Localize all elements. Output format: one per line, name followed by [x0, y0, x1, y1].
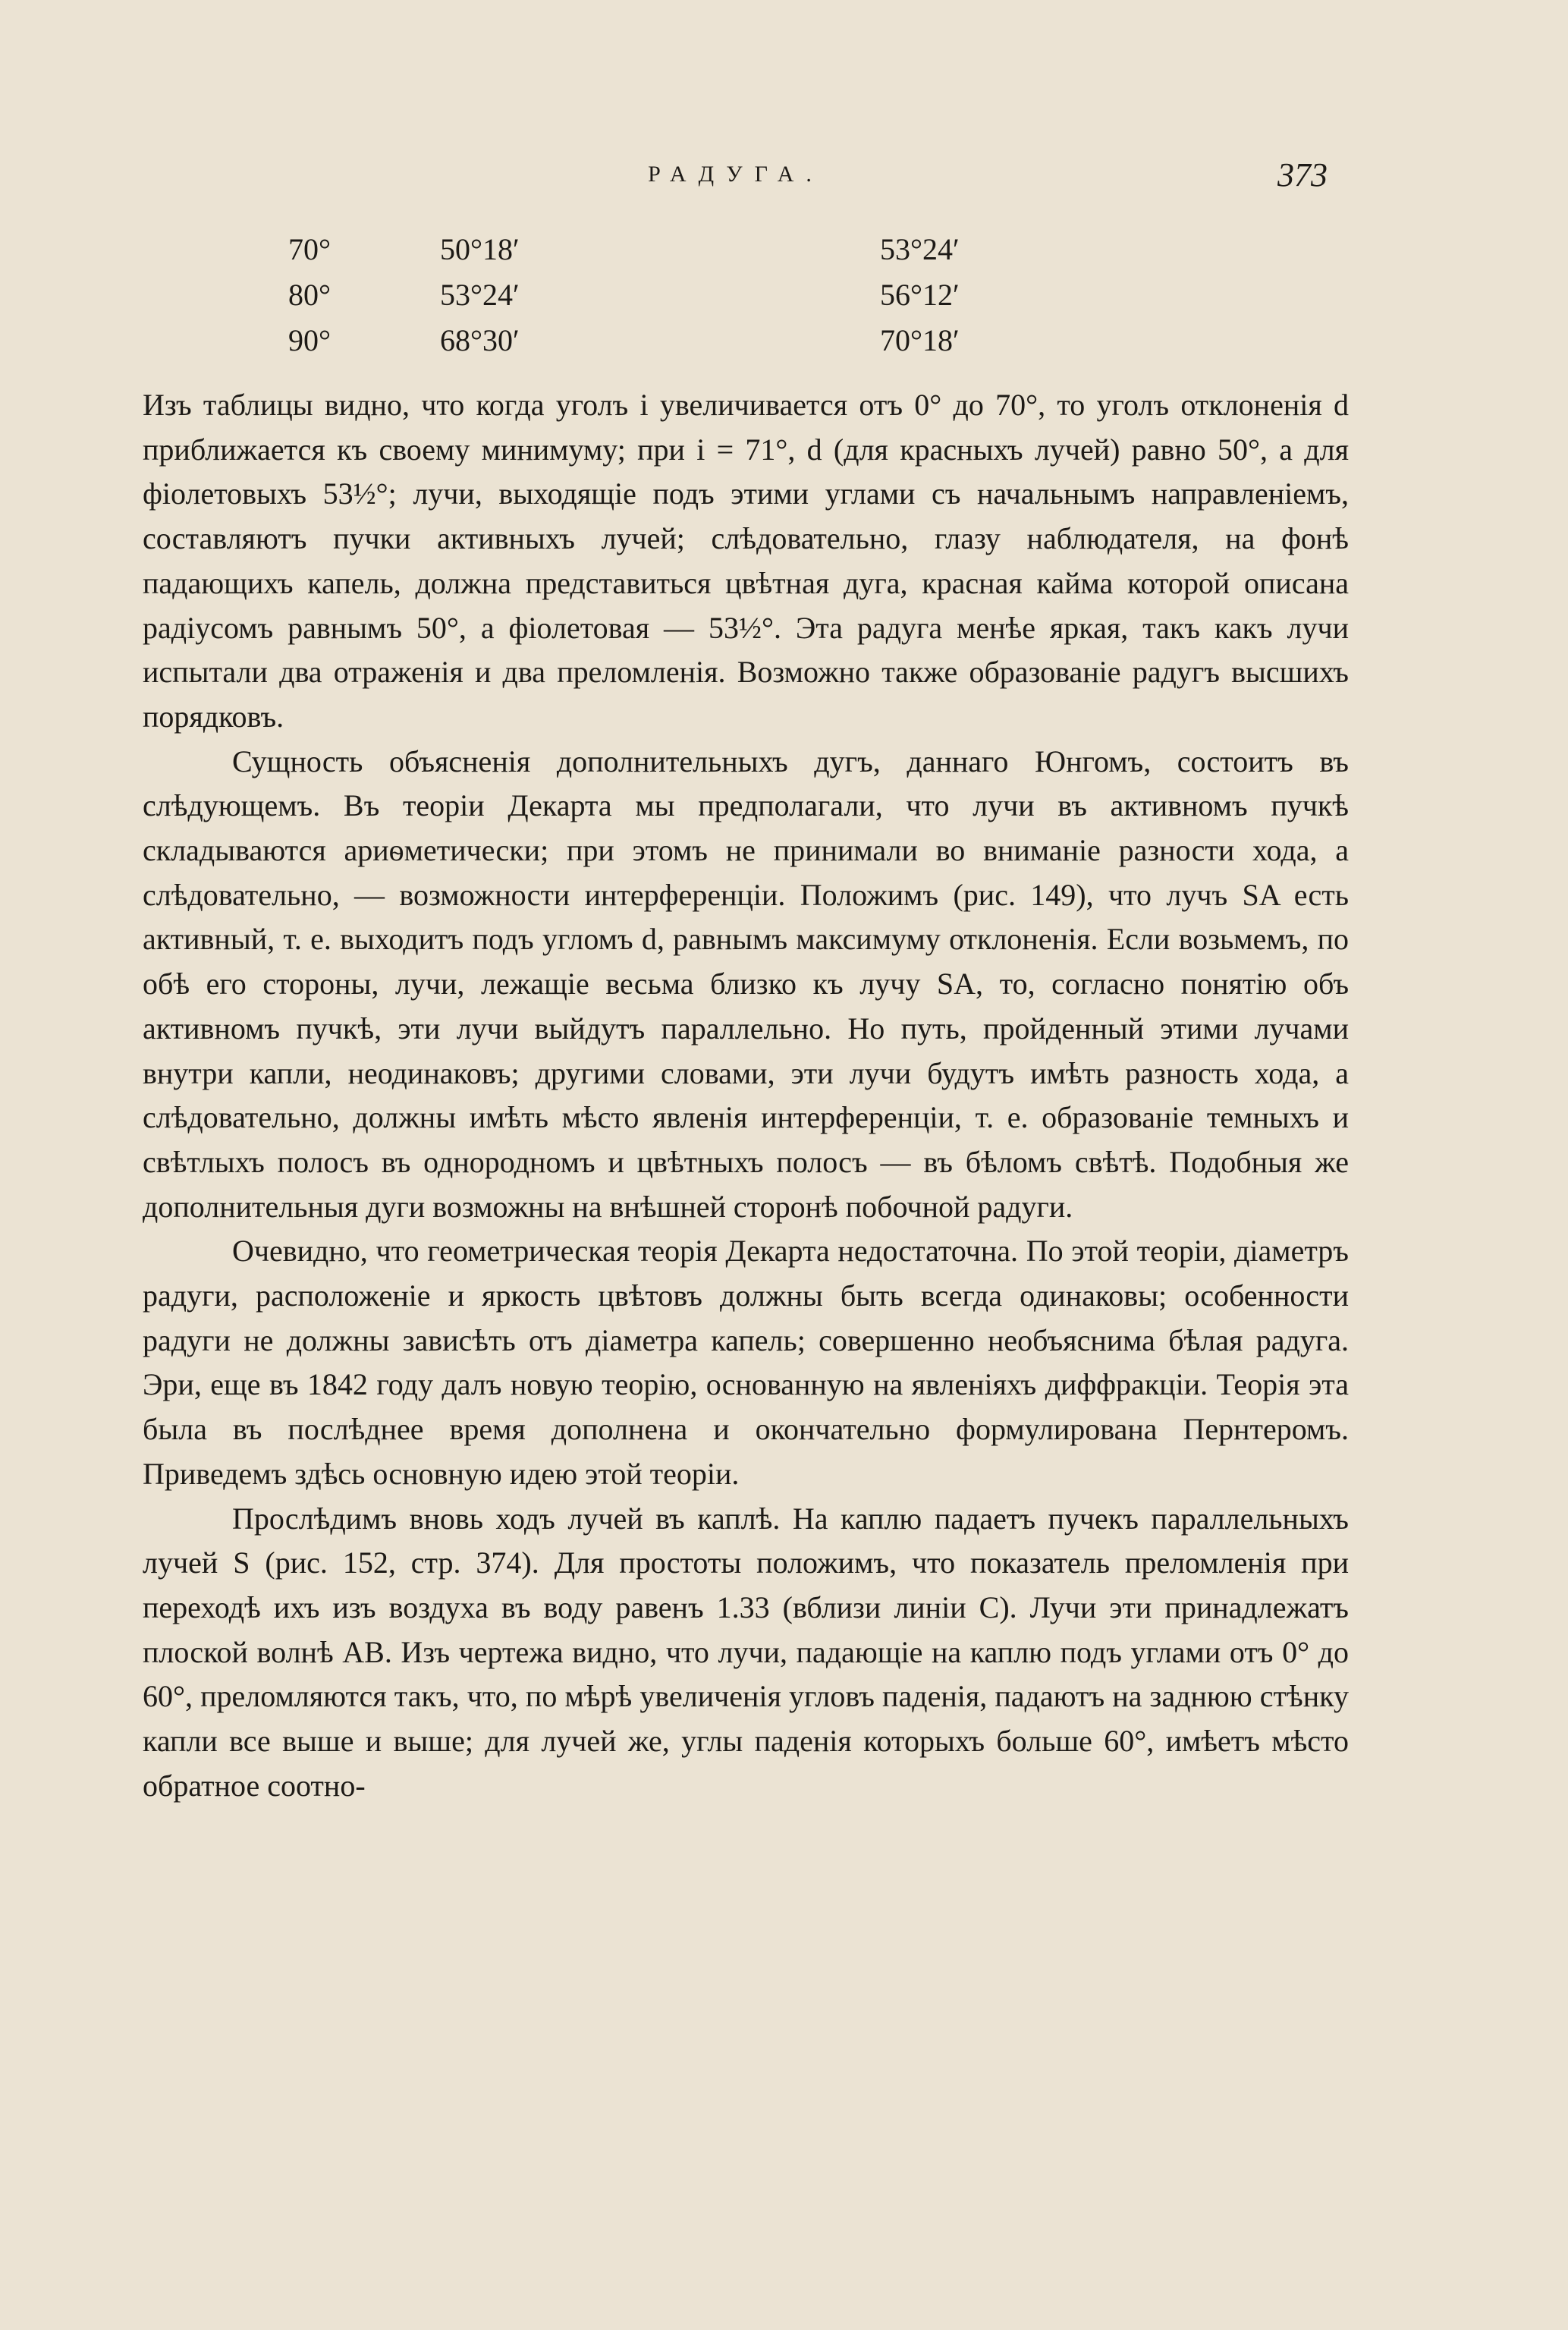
- page-number: 373: [1277, 156, 1328, 193]
- table-cell: 70°: [288, 232, 331, 266]
- table-cell: 53°24′: [440, 278, 520, 312]
- table-cell: 90°: [288, 323, 331, 357]
- table-cell: 80°: [288, 278, 331, 312]
- paragraph: Очевидно, что геометрическая теорія Декарта недостаточна. По этой теоріи, діаметръ радуги, расположеніе и яркость цвѣтовъ должны быть всегда одинаковы; особенности радуги не должны зависѣть отъ діаметра капель; совершенно необъяснима бѣлая радуга. Эри, еще въ 1842 году далъ новую теорію, основанную на явленіяхъ диффракціи. Теорія эта была въ послѣднее время дополнена и окончательно формулирована Пернтеромъ. Приведемъ здѣсь основную идею этой теоріи.: [143, 1234, 1349, 1491]
- paragraph: Прослѣдимъ вновь ходъ лучей въ каплѣ. На каплю падаетъ пучекъ параллельныхъ лучей S (рис. 152, стр. 374). Для простоты положимъ, что показатель преломленія при переходѣ ихъ изъ воздуха въ воду равенъ 1.33 (вблизи линіи C). Лучи эти принадлежатъ плоской волнѣ AB. Изъ чертежа видно, что лучи, падающіе на каплю подъ углами отъ 0° до 60°, преломляются такъ, что, по мѣрѣ увеличенія угловъ паденія, падаютъ на заднюю стѣнку капли все выше и выше; для лучей же, углы паденія которыхъ больше 60°, имѣетъ мѣсто обратное соотно-: [143, 1501, 1349, 1803]
- body-text: [143, 383, 1349, 1809]
- table-cell: 56°12′: [880, 278, 960, 312]
- table-cell: 53°24′: [880, 232, 960, 266]
- paragraph: Изъ таблицы видно, что когда уголъ i увеличивается отъ 0° до 70°, то уголъ отклоненія d приближается къ своему минимуму; при i = 71°, d (для красныхъ лучей) равно 50°, а для фіолетовыхъ 53½°; лучи, выходящіе подъ этими углами съ начальнымъ направленіемъ, составляютъ пучки активныхъ лучей; слѣдовательно, глазу наблюдателя, на фонѣ падающихъ капель, должна представиться цвѣтная дуга, красная кайма которой описана радіусомъ равнымъ 50°, а фіолетовая — 53½°. Эта радуга менѣе яркая, такъ какъ лучи испытали два отраженія и два преломленія. Возможно также образованіе радугъ высшихъ порядковъ.: [143, 388, 1349, 734]
- table-cell: 50°18′: [440, 232, 520, 266]
- page-header: [144, 156, 1328, 201]
- table-cell: 70°18′: [880, 323, 960, 357]
- table-cell: 68°30′: [440, 323, 520, 357]
- paragraph: Сущность объясненія дополнительныхъ дугъ, даннаго Юнгомъ, состоитъ въ слѣдующемъ. Въ теоріи Декарта мы предполагали, что лучи въ активномъ пучкѣ складываются ариѳметически; при этомъ не принимали во вниманіе разности хода, а слѣдовательно, — возможности интерференціи. Положимъ (рис. 149), что лучъ SA есть активный, т. е. выходитъ подъ угломъ d, равнымъ максимуму отклоненія. Если возьмемъ, по обѣ его стороны, лучи, лежащіе весьма близко къ лучу SA, то, согласно понятію объ активномъ пучкѣ, эти лучи выйдутъ параллельно. Но путь, пройденный этими лучами внутри капли, неодинаковъ; другими словами, эти лучи будутъ имѣть разность хода, а слѣдовательно, должны имѣть мѣсто явленія интерференціи, т. е. образованіе темныхъ и свѣтлыхъ полосъ въ однородномъ и цвѣтныхъ полосъ — въ бѣломъ свѣтѣ. Подобныя же дополнительныя дуги возможны на внѣшней сторонѣ побочной радуги.: [143, 744, 1349, 1224]
- running-head: РАДУГА.: [648, 162, 824, 187]
